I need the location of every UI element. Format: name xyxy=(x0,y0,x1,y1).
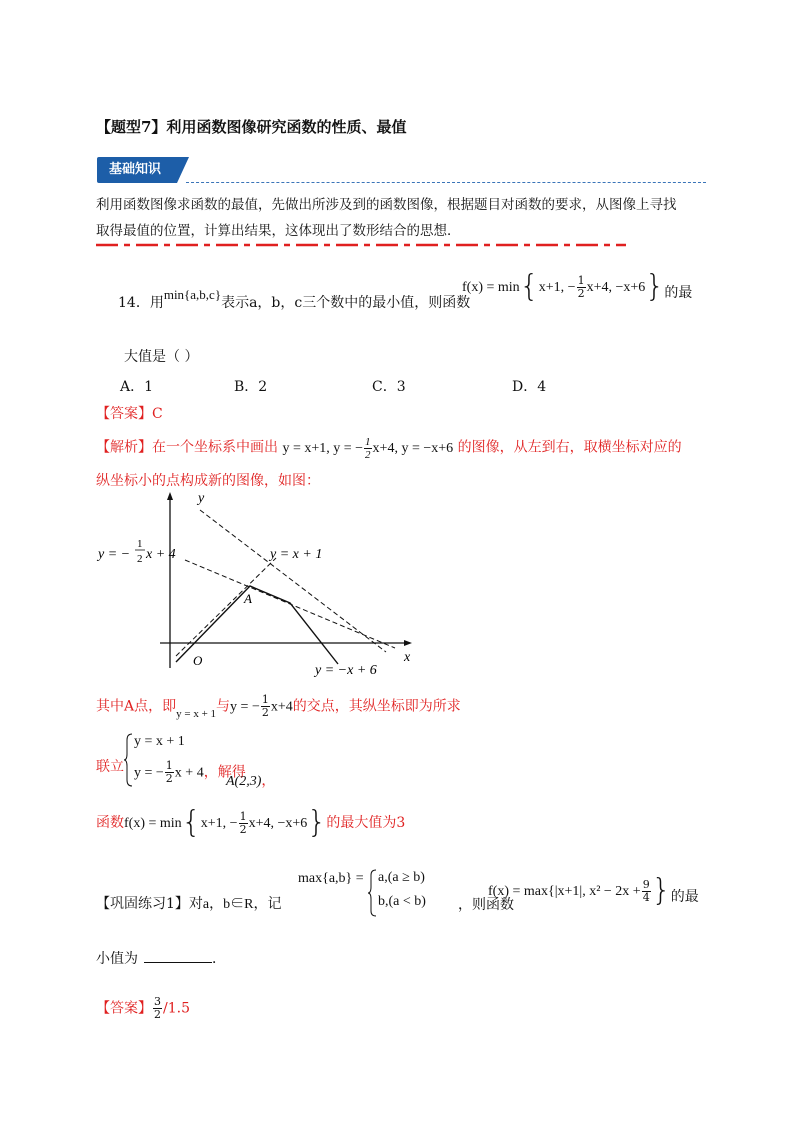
label-line-2-den: 2 xyxy=(137,553,143,565)
practice-1-intro xyxy=(96,893,281,913)
practice-case-2: b,(a < b) xyxy=(378,894,426,909)
line-x-plus-1-dashed xyxy=(176,558,276,656)
knowledge-tag: 基础知识 xyxy=(97,157,177,183)
knowledge-text xyxy=(96,192,706,244)
label-line-3: y = −x + 6 xyxy=(315,663,377,678)
system-solve: ，解得 xyxy=(203,764,246,781)
analysis-text-1b: 的图像，从左到右，取横坐标对应的 xyxy=(457,439,682,456)
q14-analysis-line-3: 其中A点，即$_{y = x + 1}$与y = − $\frac{1}{2}$ x+4的交点，其纵坐标即为所求 xyxy=(96,693,461,720)
system-point: A(2,3)， xyxy=(226,773,276,789)
x-axis-arrow xyxy=(404,640,412,646)
label-x: x xyxy=(404,650,411,665)
analysis-a-point: 其中A点，即 xyxy=(96,698,177,715)
analysis-text-1a: 在一个坐标系中画出 xyxy=(152,439,278,456)
q14-analysis-line-2: 纵坐标小的点构成新的图像，如图： xyxy=(96,473,320,489)
function-graph xyxy=(90,488,430,684)
analysis-eq-1: y = x + 1 xyxy=(176,707,217,720)
label-line-2-suffix: x + 4 xyxy=(146,547,176,562)
system-brace xyxy=(124,732,134,788)
q14-analysis-line-1 xyxy=(96,436,682,461)
analysis-and: 与 xyxy=(216,698,231,715)
label-line-x-plus-1: y = x + 1 xyxy=(270,547,323,562)
system-eq-1: y = x + 1 xyxy=(134,734,185,749)
practice-line-2: 小值为 ． xyxy=(96,951,226,967)
q14-option-c[interactable]: C．3 xyxy=(372,379,406,395)
practice-then: ，则函数 xyxy=(458,897,514,913)
practice-label: 【巩固练习1】对 xyxy=(96,896,203,912)
label-y: y xyxy=(198,491,205,506)
knowledge-divider xyxy=(186,182,706,183)
q14-mid: 表示a，b，c三个数中的最小值，则函数 xyxy=(221,295,471,311)
practice-brace xyxy=(368,868,378,918)
label-line-2-num: 1 xyxy=(137,538,143,550)
answer-blank[interactable] xyxy=(144,962,212,963)
q14-suffix: 的最 xyxy=(664,285,693,301)
line-neg-x-plus-6-dashed xyxy=(200,510,386,652)
conclusion-a: 函数 xyxy=(96,815,124,831)
conclusion-b: 的最大值为3 xyxy=(326,815,406,831)
label-origin: O xyxy=(193,653,203,668)
analysis-intersection: 的交点，其纵坐标即为所求 xyxy=(292,698,461,715)
q14-line-1 xyxy=(118,287,471,312)
practice-function: f(x) = max{|x+1|, x² − 2x + $\frac{9}{4}$ }的最 xyxy=(488,873,699,908)
q14-option-a[interactable]: A．1 xyxy=(120,379,154,395)
knowledge-line-2: 取得最值的位置，计算出结果，这体现出了数形结合的思想． xyxy=(96,223,461,239)
q14-function: f(x) = min{x+1, − $\frac{1}{2}$ x+4, −x+6}的最 xyxy=(462,269,693,304)
label-line-2-prefix: y = − xyxy=(98,547,131,562)
y-axis-arrow xyxy=(167,492,173,500)
red-dash-divider xyxy=(96,242,636,248)
q14-answer: 【答案】C xyxy=(96,406,163,422)
practice-case-1: a,(a ≥ b) xyxy=(378,870,425,885)
q14-prefix: 14．用 xyxy=(118,295,164,311)
q14-line-2: 大值是（ ） xyxy=(124,349,199,365)
system-eq-2: y = − $\frac{1}{2}$ x + 4，解得 xyxy=(134,759,246,785)
practice-vars: a，b∈R，记 xyxy=(202,897,282,912)
practice-max-def: max{a,b} = xyxy=(298,871,364,886)
q14-option-b[interactable]: B．2 xyxy=(234,379,268,395)
analysis-label: 【解析】 xyxy=(96,439,152,456)
analysis-equations: y = x+1, y = − $\frac{1}{2}$ x+4, y = −x+6 xyxy=(282,436,454,461)
knowledge-line-1: 利用函数图像求函数的最值，先做出所涉及到的函数图像，根据题目对函数的要求，从图像上寻找 xyxy=(96,197,677,213)
practice-answer: 【答案】 $\frac{3}{2}$ /1.5 xyxy=(96,995,190,1021)
conclusion-func: f(x) = min{x+1, − $\frac{1}{2}$ x+4, −x+6} xyxy=(124,805,327,840)
system-label: 联立 xyxy=(96,759,124,775)
q14-conclusion xyxy=(96,805,406,840)
label-point-a: A xyxy=(244,591,252,606)
q14-min-notation: min{a,b,c} xyxy=(163,287,222,302)
q14-option-d[interactable]: D．4 xyxy=(512,379,547,395)
section-title: 【题型7】利用函数图像研究函数的性质、最值 xyxy=(96,118,407,136)
